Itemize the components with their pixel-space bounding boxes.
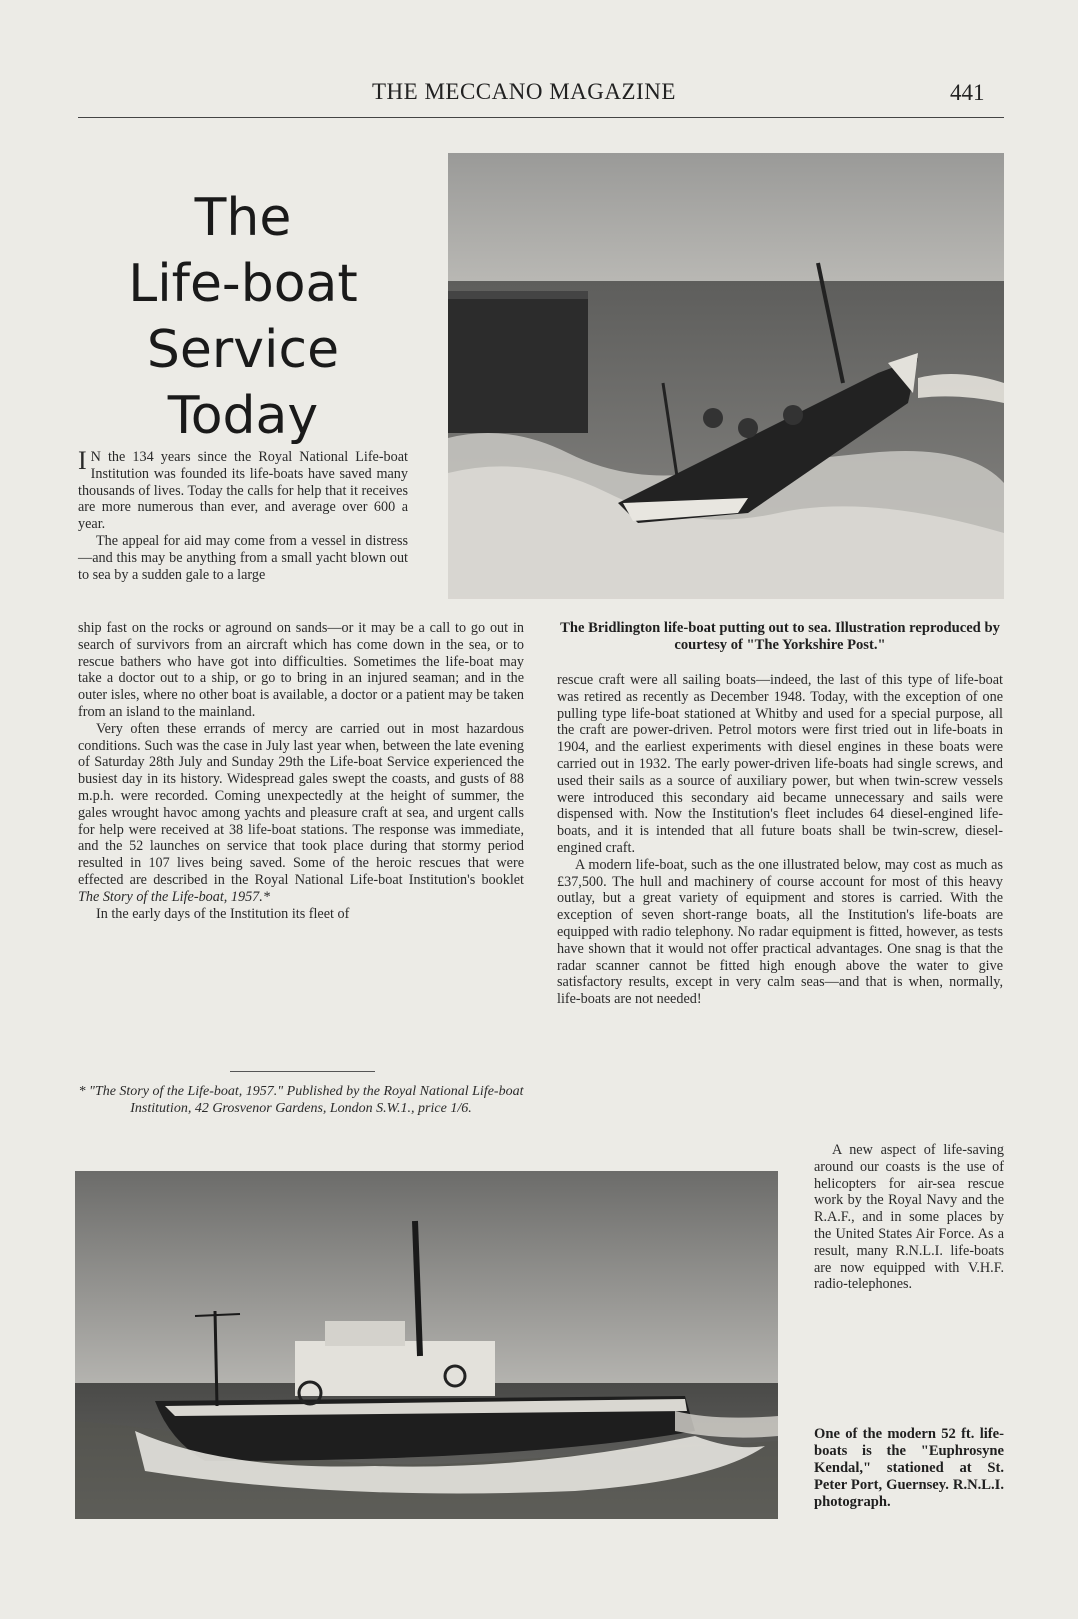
body-column-2-narrow: [814, 1142, 1004, 1293]
page-number: 441: [950, 80, 985, 105]
column-2-paragraph-1: rescue craft were all sailing boats—indeed, the last of this type of life-boat was retired as recently as December 1948. Today, with the exception of one pulling type life-boat stationed at Whitby and used for a special purpose, all the craft are power-driven. Petrol motors were first tried out in life-boats in 1904, and the earliest experiments with diesel engines in these boats were carried out in 1932. The early power-driven life-boats had single screws, and used their sails as a source of auxiliary power, but when twin-screw vessels were introduced this secondary aid became unnecessary and sails were dispensed with. Now the Institution's fleet includes 64 diesel-engined life-boats, and it is intended that all future boats shall be twin-screw, diesel-engined craft.: [557, 672, 1003, 856]
title-line-2: Life-boat: [128, 253, 358, 314]
header-title: THE MECCANO MAGAZINE: [372, 79, 676, 104]
photo-bridlington-lifeboat: [448, 153, 1004, 599]
paragraph-3-text: Very often these errands of mercy are carried out in most hazardous conditions. Such was the case in July last year when, between the late evening of Saturday 28th July and Sunday 29th the Life-boat Service experienced the busiest day in its history. Widespread gales swept the coasts, and gusts of 88 m.p.h. were recorded. Coming unexpectedly at the height of summer, the gales wrought havoc among yachts and pleasure craft at sea, and urgent calls for help were received at 38 life-boat stations. The response was immediate, and the 52 launches on service that took place during that stormy period resulted in 107 lives being saved. Some of the heroic rescues that were effected are described in the Royal National Life-boat Institution's booklet: [78, 720, 524, 888]
paragraph-2-part-1: The appeal for aid may come from a vessel in distress—and this may be anything from a small yacht blown out to sea by a sudden gale to a large: [78, 532, 408, 583]
header-rule: [78, 117, 1004, 118]
title-line-4: Today: [167, 385, 319, 446]
body-column-1-wide: [78, 620, 524, 922]
caption-bottom: One of the modern 52 ft. life-boats is the "Euphrosyne Kendal," stationed at St. Peter Port, Guernsey. R.N.L.I. photograph.: [814, 1426, 1004, 1510]
footnote: * "The Story of the Life-boat, 1957." Published by the Royal National Life-boat Institution, 42 Grosvenor Gardens, London S.W.1., price 1/6.: [78, 1084, 524, 1116]
photo-euphrosyne-kendal: [75, 1171, 778, 1519]
paragraph-3: [78, 721, 524, 906]
column-2-paragraph-2: A modern life-boat, such as the one illustrated below, may cost as much as £37,500. The hull and machinery of course account for most of this heavy outlay, but a great variety of equipment and stores is carried. With the exception of seven short-range boats, all the Institution's life-boats are equipped with radio telephony. No radar equipment is fitted, however, as tests have shown that it would not offer practical advantages. One snag is that the radar scanner cannot be fitted high enough above the water to give satisfactory results, except in very calm seas—and that is when, normally, life-boats are not needed!: [557, 856, 1003, 1008]
column-2-paragraph-3: A new aspect of life-saving around our coasts is the use of helicopters for air-sea rescue work by the Royal Navy and the R.A.F., and in some places by the United States Air Force. As a result, many R.N.L.I. life-boats are now equipped with V.H.F. radio-telephones.: [814, 1142, 1004, 1293]
footnote-rule: [230, 1071, 375, 1072]
article-title: [78, 185, 408, 449]
caption-top: The Bridlington life-boat putting out to sea. Illustration reproduced by courtesy of "The Yorkshire Post.": [560, 620, 1000, 653]
paragraph-1-text: N the 134 years since the Royal National Life-boat Institution was founded its life-boats have saved many thousands of lives. Today the calls for help that it receives are more numerous than ever, and average over 600 a year.: [78, 449, 408, 533]
body-column-1-narrow: [78, 446, 408, 583]
body-column-2: [557, 672, 1003, 1008]
booklet-title: The Story of the Life-boat, 1957.*: [78, 888, 270, 905]
dropcap: I: [78, 446, 87, 475]
paragraph-2-part-2: ship fast on the rocks or aground on sands—or it may be a call to go out in search of survivors from an aircraft which has come down in the sea, or to rescue bathers who have got into difficulties. Sometimes the life-boat may take a doctor out to a ship, or go to bring in an injured seaman; and in the outer isles, where no other boat is available, a doctor or a patient may be taken from an island to the mainland.: [78, 620, 524, 720]
title-line-3: Service: [146, 319, 340, 380]
paragraph-1: [78, 446, 408, 533]
title-line-1: The: [194, 187, 292, 248]
paragraph-4: In the early days of the Institution its fleet of: [96, 905, 350, 922]
